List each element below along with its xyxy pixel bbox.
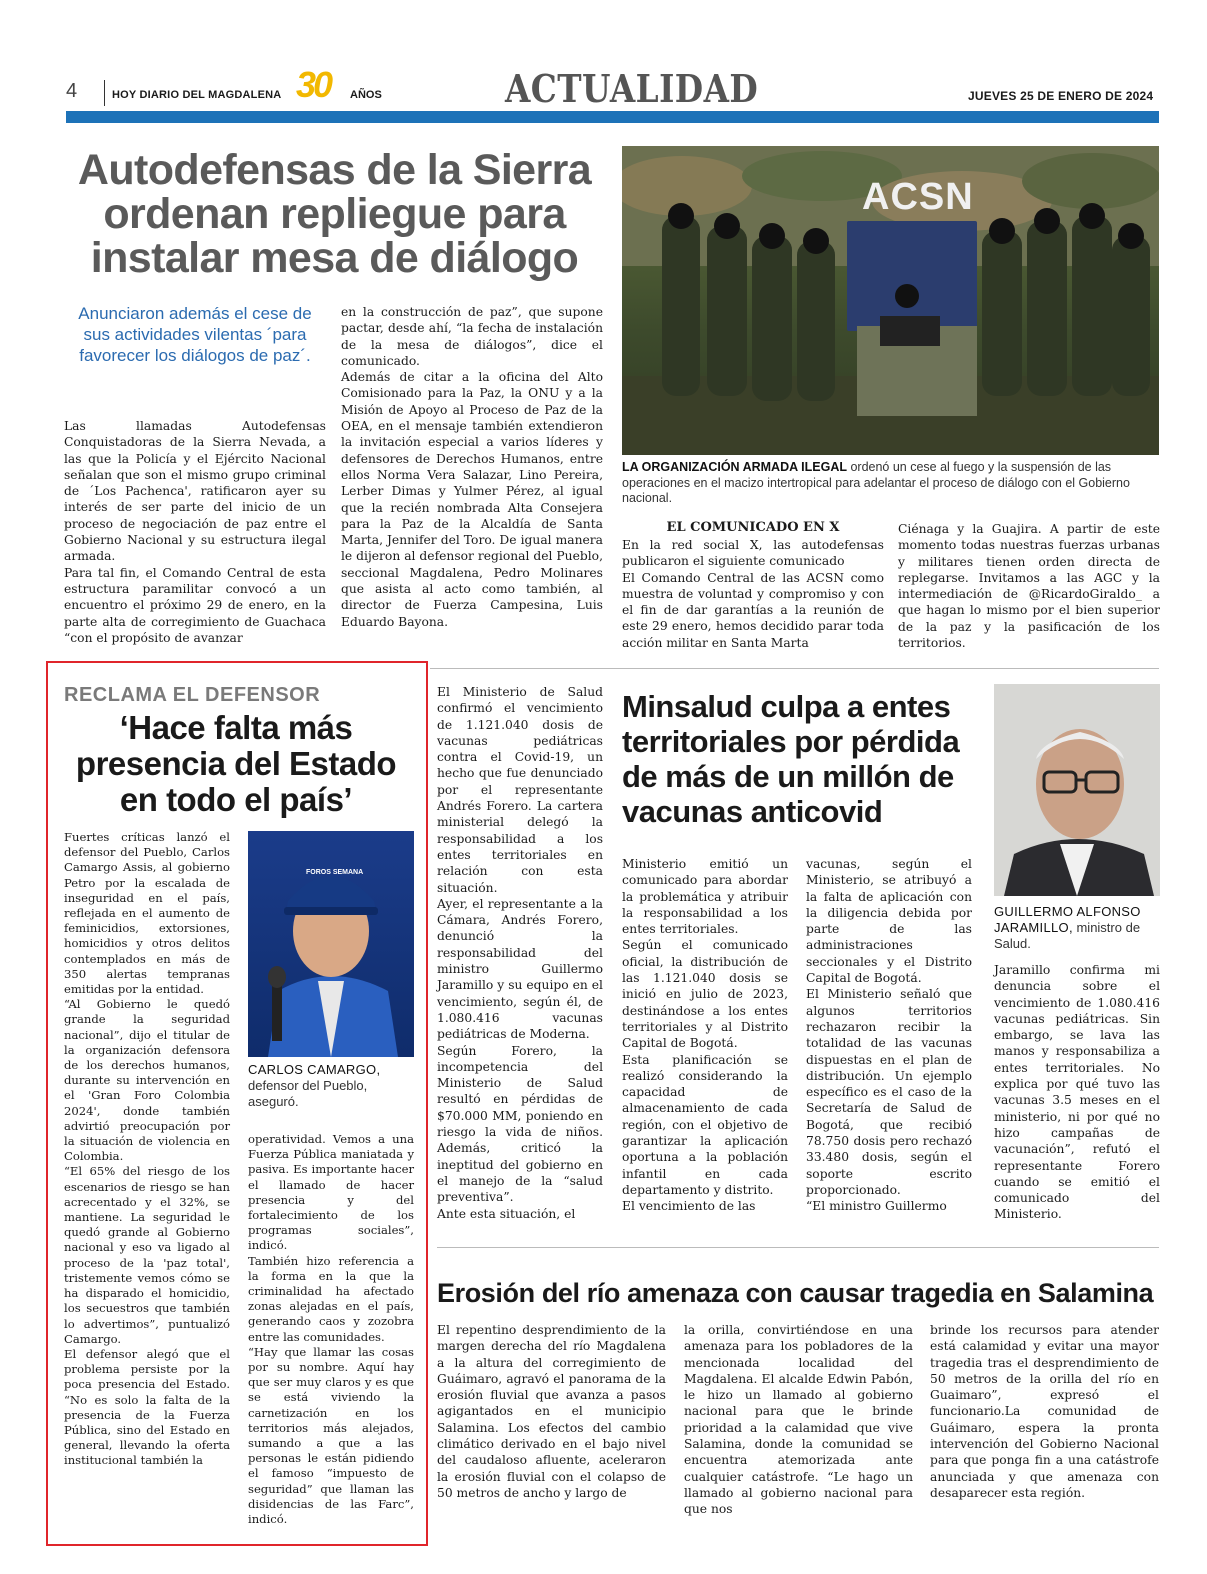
paragraph: Para tal fin, el Comando Central de esta estructura paramilitar convocó a un encuentro el próximo 29 de enero, en la parte alta de corregimiento de Guachaca “con el propósito de avanzar xyxy=(64,565,326,645)
speaker-portrait xyxy=(248,831,414,1057)
paragraph: El repentino desprendimiento de la margen derecha del río Magdalena a la altura del corregimiento de Guáimaro, agravó el panorama de la erosión fluvial que avanza a pasos agigantados en el municipio Salamina. Los efectos del cambio climático derivado en el bajo nivel del caudaloso afluente, aceleraron la erosión fluvial con el colapso de 50 metros de ancho y largo de xyxy=(437,1323,666,1500)
cap-logo: FOROS SEMANA xyxy=(306,869,364,876)
caption-lead: GUILLERMO ALFONSO JARAMILLO, xyxy=(994,904,1141,935)
anniversary-word: AÑOS xyxy=(350,89,382,101)
accent-bar xyxy=(66,111,1159,123)
paragraph: vacunas, según el Ministerio, se atribuyó a la falta de aplicación con la diligencia debida por parte de las administraciones seccionales y el Distrito Capital de Bogotá. xyxy=(806,857,972,986)
paragraph: operatividad. Vemos a una Fuerza Pública maniatada y pasiva. Es importante hacer el llamado de hacer presencia y del fortalecimiento de los programas sociales”, indicó. xyxy=(248,1132,414,1253)
article1-headline: Autodefensas de la Sierra ordenan repliegue para instalar mesa de diálogo xyxy=(77,146,592,282)
caption-text: defensor del Pueblo, aseguró. xyxy=(248,1078,368,1109)
paragraph: “El ministro Guillermo xyxy=(806,1199,947,1214)
paragraph: El defensor alegó que el problema persiste por la poca presencia del Estado. “No es solo la falta de la presencia de la Fuerza Pública, sino del Estado en general, llevando la oferta institucional también la xyxy=(64,1346,230,1468)
article3-caption xyxy=(994,904,1160,952)
issue-date: JUEVES 25 DE ENERO DE 2024 xyxy=(968,89,1154,103)
article2-caption xyxy=(248,1062,414,1110)
paragraph: en la construcción de paz”, que supone pactar, desde ahí, “la fecha de instalación de la mesa de diálogos”, dice el comunicado. xyxy=(341,305,603,368)
caption-text: ordenó un cese al fuego y la suspensión de las operaciones en el macizo intertropical para adelantar el proceso de diálogo con el Gobierno nacional. xyxy=(622,460,1130,505)
article3-column-3 xyxy=(994,962,1160,1223)
article4-column-1 xyxy=(437,1322,666,1501)
article3-column-0 xyxy=(437,684,603,1222)
section-divider xyxy=(430,668,1159,669)
caption-lead: LA ORGANIZACIÓN ARMADA ILEGAL xyxy=(622,460,847,474)
article2-headline: ‘Hace falta más presencia del Estado en todo el país’ xyxy=(75,709,397,818)
paragraph: “Hay que llamar las cosas por su nombre. Aquí hay que ser muy claros y es que se está viviendo la carnetización en los territorios más alejados, sumando a que a las personas le están pidiendo el famoso “impuesto de seguridad” que llaman las disidencias de las Farc”, indicó. xyxy=(248,1344,414,1527)
article1-column-3 xyxy=(622,537,884,651)
paragraph: Ministerio emitió un comunicado para abordar la problemática y atribuir la responsabilidad a los entes territoriales. xyxy=(622,857,788,937)
article4-column-3 xyxy=(930,1322,1159,1501)
article3-column-2 xyxy=(806,856,972,1215)
section-title: ACTUALIDAD xyxy=(505,66,759,111)
article3-column-1 xyxy=(622,856,788,1215)
minister-portrait xyxy=(994,684,1160,896)
paragraph: En la red social X, las autodefensas publicaron el siguiente comunicado xyxy=(622,538,884,569)
paragraph: Las llamadas Autodefensas Conquistadoras de la Sierra Nevada, a las que la Policía y el Ejército Nacional señalan que son el mismo grupo criminal de ´Los Pachenca', ratificaron ayer su interés de ser parte del inicio de un proceso de negociación de paz entre el Gobierno Nacional y su estructura ilegal armada. xyxy=(64,419,326,564)
paragraph: Ayer, el representante a la Cámara, Andrés Forero, denunció la responsabilidad del ministro Guillermo Jaramillo y su equipo en el vencimiento, según él, de 1.080.416 vacunas pediátricas de Moderna. xyxy=(437,896,603,1042)
article2-photo xyxy=(248,831,414,1057)
article1-deck: Anunciaron además el cese de sus actividades vilentas ´para favorecer los diálogos de paz´. xyxy=(78,304,312,365)
paragraph: El Ministerio de Salud confirmó el vencimiento de 1.121.040 dosis de vacunas pediátricas contra el Covid-19, un hecho que fue denunciado por el representante Andrés Forero. La cartera ministerial delegó la responsabilidad a los entes territoriales en relación con esta situación. xyxy=(437,685,603,895)
paragraph: El Comando Central de las ACSN como muestra de voluntad y compromiso y con el fin de dar garantías a la reunión de este 29 enero, hemos decidido parar toda acción militar en Santa Marta xyxy=(622,570,884,650)
paragraph: brinde los recursos para atender está calamidad y evitar una mayor tragedia tras el desprendimiento de 50 metros de la orilla del río en Guaimaro”, expresó el funcionario.La comunidad de Guáimaro, espera la pronta intervención del Gobierno Nacional para que ponga fin a una catástrofe anunciada y que amenaza con desaparecer esta región. xyxy=(930,1323,1159,1500)
paragraph: Según el comunicado oficial, la distribución de las 1.121.040 dosis se inició en julio de 2023, destinándose a los entes territoriales y al Distrito Capital de Bogotá. xyxy=(622,938,788,1051)
paragraph: Según Forero, la incompetencia del Ministerio de Salud resultó en pérdidas de $70.000 MM, poniendo en riesgo la vida de niños. Además, criticó la ineptitud del gobierno en el manejo de la “salud preventiva”. xyxy=(437,1043,603,1205)
paragraph: El vencimiento de las xyxy=(622,1199,756,1214)
paragraph: También hizo referencia a la forma en la que la criminalidad ha afectado zonas alejadas en el país, generando caos y zozobra entre las comunidades. xyxy=(248,1253,414,1344)
paragraph: El Ministerio señaló que algunos territorios rechazaron recibir la totalidad de las vacunas dispuestas en el plan de distribución. Un ejemplo específico es el caso de la Secretaría de Salud de Bogotá, que recibió 78.750 dosis pero rechazó 33.480 dosis, según el soporte escrito proporcionado. xyxy=(806,987,972,1197)
article3-photo xyxy=(994,684,1160,896)
article1-column-4 xyxy=(898,521,1160,651)
anniversary-logo: 30 xyxy=(296,64,331,105)
article2-column-2 xyxy=(248,1132,414,1527)
paragraph: Además de citar a la oficina del Alto Comisionado para la Paz, la ONU y a la Misión de Apoyo al Proceso de Paz de la OEA, en el mensaje también extendieron la invitación especial a varios líderes y defensores de Derechos Humanos, entre ellos Norma Vera Salazar, Lino Pereira, Lerber Dimas y Yulmer Pérez, al igual que la recién nombrada Alta Consejera para la Paz de la Alcaldía de Santa Marta, Jennifer del Toro. De igual manera le dijeron al defensor regional del Pueblo, seccional Magdalena, Pedro Molinares que asista al acto como también, al director de Fuerza Campesina, Luis Eduardo Bayona. xyxy=(341,370,603,629)
paragraph: Jaramillo confirma mi denuncia sobre el vencimiento de 1.080.416 vacunas pediátricas. Sin embargo, se lava las manos y responsabiliza a entes territoriales. No explica por qué tuvo las vacunas 3.5 meses en el ministerio, ni por qué no hizo campañas de vacunación”, refutó el representante Forero cuando se emitió el comunicado del Ministerio. xyxy=(994,963,1160,1222)
paper-name: HOY DIARIO DEL MAGDALENA xyxy=(112,89,282,101)
article4-headline: Erosión del río amenaza con causar tragedia en Salamina xyxy=(437,1278,1154,1308)
article4-column-2 xyxy=(684,1322,913,1518)
section-divider xyxy=(437,1247,1159,1248)
article2-column-1 xyxy=(64,830,230,1469)
paragraph: “El 65% del riesgo de los escenarios de riesgo se han acrecentado y el 32%, se mantiene. La seguridad le quedó grande al Gobierno nacional y eso va ligado al proceso de la 'paz total', tristemente vemos cómo se ha disparado el homicidio, los secuestros que también lo advertimos”, puntualizó Camargo. xyxy=(64,1164,230,1346)
article2-kicker: RECLAMA EL DEFENSOR xyxy=(64,684,321,706)
masthead-divider xyxy=(104,80,105,106)
caption-lead: CARLOS CAMARGO, xyxy=(248,1062,381,1077)
paragraph: la orilla, convirtiéndose en una amenaza para los pobladores de la mencionada localidad del Magdalena. El alcalde Edwin Pabón, le hizo un llamado al gobierno nacional para que le brinde prioridad a la calamidad que vive Salamina, donde la comunidad se encuentra atemorizada ante cualquier catástrofe. “Le hago un llamado al gobierno nacional para que nos xyxy=(684,1323,913,1517)
paragraph: Esta planificación se realizó considerando la capacidad de almacenamiento de cada región, con el objetivo de garantizar la aplicación oportuna a la población infantil en cada departamento y distrito. xyxy=(622,1052,788,1197)
paragraph: Ciénaga y la Guajira. A partir de este momento todas nuestras fuerzas urbanas y militares tienen orden directa de replegarse. Invitamos a las AGC y la intermediación de @RicardoGiraldo_ a que hagan lo mismo por el bien superior de la paz y la pasificación de los territorios. xyxy=(898,522,1160,651)
article3-headline: Minsalud culpa a entes territoriales por pérdida de más de un millón de vacunas anticovid xyxy=(622,689,960,829)
photo-banner-text: ACSN xyxy=(862,176,974,218)
caption-text: ministro de Salud. xyxy=(994,920,1141,951)
page-number: 4 xyxy=(66,80,78,102)
paragraph: “Al Gobierno le quedó grande la seguridad nacional”, dijo el titular de la organización defensora de los derechos humanos, durante su intervención en el 'Gran Foro Colombia 2024', donde también advirtió preocupación por la situación de violencia en Colombia. xyxy=(64,997,230,1164)
article1-subhead: EL COMUNICADO EN X xyxy=(666,520,840,535)
paragraph: Ante esta situación, el xyxy=(437,1206,576,1221)
article1-column-2 xyxy=(341,304,603,630)
article1-caption xyxy=(622,460,1159,507)
paragraph: Fuertes críticas lanzó el defensor del Pueblo, Carlos Camargo Assis, al gobierno Petro por la escalada de inseguridad en el país, reflejada en el aumento de feminicidios, extorsiones, homicidios y otros delitos contemplados en más de 350 alertas tempranas emitidas por la entidad. xyxy=(64,830,230,997)
article1-photo xyxy=(622,146,1159,455)
article1-column-1 xyxy=(64,418,326,646)
